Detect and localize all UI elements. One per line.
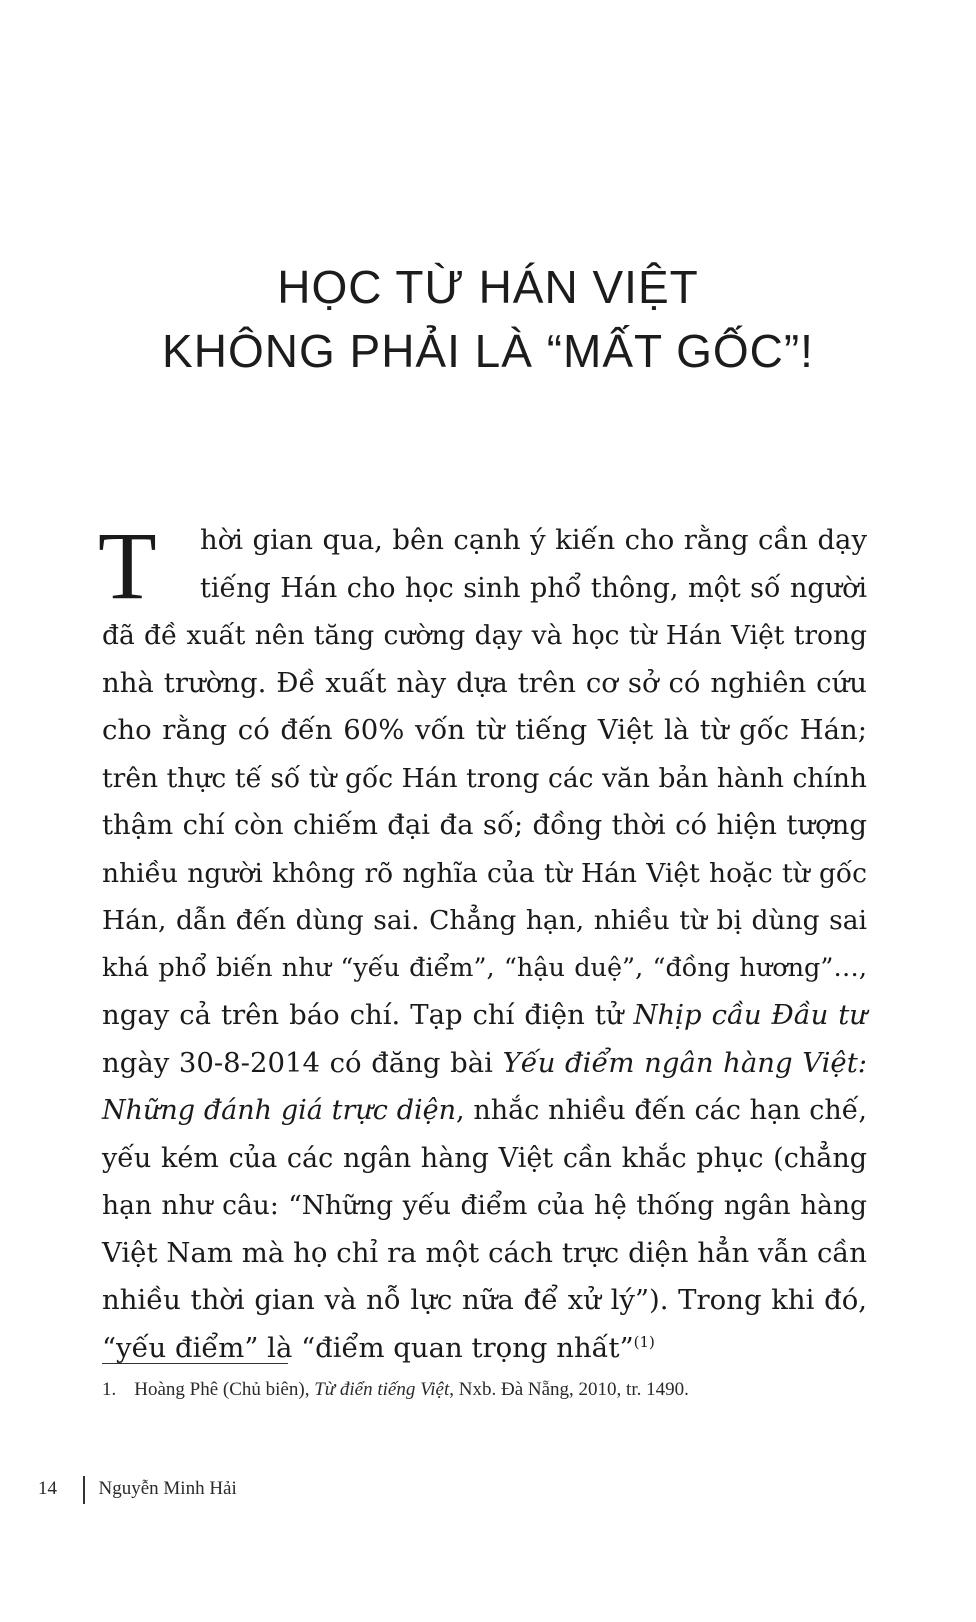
body-line: [102, 992, 867, 1040]
chapter-title-line-2: KHÔNG PHẢI LÀ “MẤT GỐC”!: [162, 325, 814, 377]
page-footer: [38, 1474, 237, 1504]
footnote-text: Hoàng Phê (Chủ biên),: [134, 1379, 315, 1400]
body-line: yếu kém của các ngân hàng Việt cần khắc phục (chẳng: [102, 1142, 867, 1174]
body-line: [102, 1087, 867, 1135]
footnote-reference[interactable]: (1): [633, 1332, 655, 1351]
body-line: Hán, dẫn đến dùng sai. Chẳng hạn, nhiều từ bị dùng sai: [102, 905, 867, 936]
body-line: nhiều người không rõ nghĩa của từ Hán Việt hoặc từ gốc: [102, 857, 867, 889]
chapter-title-line-1: HỌC TỪ HÁN VIỆT: [277, 261, 699, 313]
body-text: “yếu điểm” là “điểm quan trọng nhất”: [102, 1331, 634, 1364]
footer-separator: [83, 1476, 85, 1504]
drop-cap: T: [98, 512, 157, 619]
body-line: cho rằng có đến 60% vốn từ tiếng Việt là từ gốc Hán;: [102, 714, 867, 746]
body-line: hạn như câu: “Những yếu điểm của hệ thống ngân hàng: [102, 1190, 867, 1221]
footnote-number: 1.: [102, 1379, 117, 1400]
body-line: [102, 1040, 867, 1088]
footnote: [102, 1376, 689, 1404]
body-line: tiếng Hán cho học sinh phổ thông, một số người: [200, 572, 867, 604]
body-line: [102, 1325, 867, 1373]
body-text: ngày 30-8-2014 có đăng bài: [102, 1046, 503, 1079]
body-text: ngay cả trên báo chí. Tạp chí điện tử: [102, 999, 634, 1031]
body-line: thậm chí còn chiếm đại đa số; đồng thời có hiện tượng: [102, 809, 867, 841]
footnote-book-title: Từ điển tiếng Việt: [314, 1379, 450, 1400]
body-line: trên thực tế số từ gốc Hán trong các văn bản hành chính: [102, 762, 867, 794]
article-title: Yếu điểm ngân hàng Việt:: [502, 1046, 868, 1079]
page-number: 14: [38, 1478, 57, 1499]
body-line: Việt Nam mà họ chỉ ra một cách trực diện hẳn vẫn cần: [102, 1236, 867, 1269]
article-title: Những đánh giá trực diện: [102, 1095, 456, 1126]
body-line: đã đề xuất nên tăng cường dạy và học từ Hán Việt trong: [102, 620, 867, 651]
body-line: khá phổ biến như “yếu điểm”, “hậu duệ”, “đồng hương”…,: [102, 952, 867, 983]
footnote-text: , Nxb. Đà Nẵng, 2010, tr. 1490.: [449, 1379, 689, 1400]
body-line: nhà trường. Đề xuất này dựa trên cơ sở có nghiên cứu: [102, 666, 867, 699]
footnote-divider: [102, 1363, 288, 1364]
magazine-name: Nhịp cầu Đầu tư: [633, 999, 868, 1031]
author-name: Nguyễn Minh Hải: [98, 1478, 237, 1499]
body-text: , nhắc nhiều đến các hạn chế,: [456, 1095, 867, 1126]
chapter-title: [0, 255, 976, 383]
body-line: hời gian qua, bên cạnh ý kiến cho rằng cần dạy: [200, 524, 867, 556]
body-paragraph: [98, 512, 868, 1372]
body-line: nhiều thời gian và nỗ lực nữa để xử lý”). Trong khi đó,: [102, 1284, 867, 1316]
